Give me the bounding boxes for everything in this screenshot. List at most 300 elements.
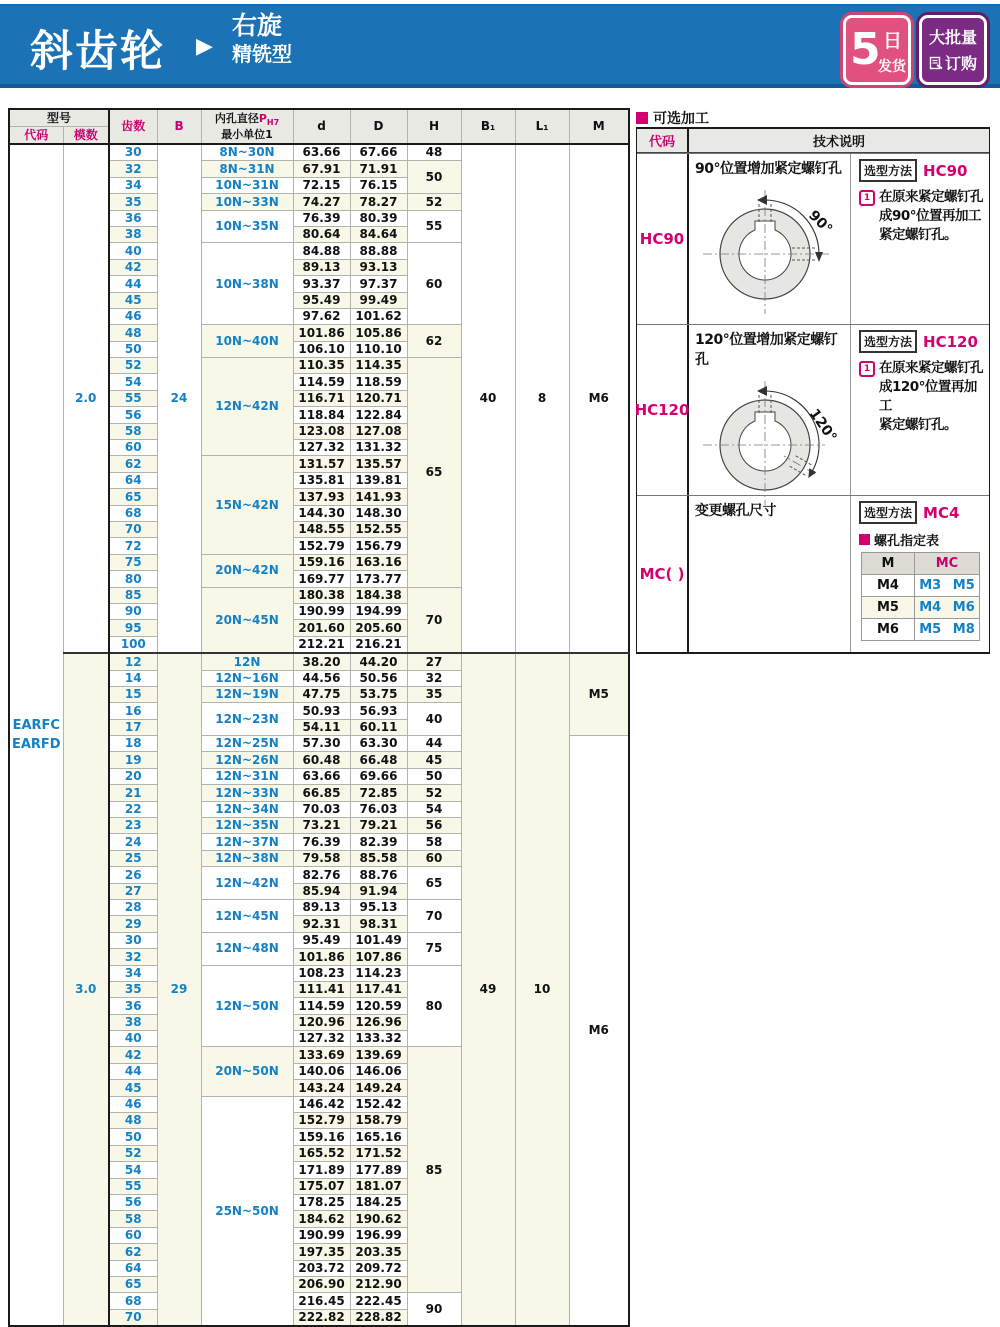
teeth-cell: 38 — [109, 226, 157, 242]
hc120-note-area — [851, 325, 989, 495]
m-cell: M6 — [569, 144, 629, 653]
hc90-angle-label: 90° — [805, 207, 836, 238]
bore-range-cell: 20N~45N — [201, 587, 293, 653]
D-cell: 91.94 — [350, 883, 407, 899]
bore-range-cell: 12N — [201, 653, 293, 670]
D-cell: 56.93 — [350, 703, 407, 719]
D-cell: 97.37 — [350, 276, 407, 292]
d-cell: 57.30 — [293, 736, 350, 752]
method-label-box: 选型方法 — [859, 159, 917, 182]
d-cell: 66.85 — [293, 785, 350, 801]
teeth-cell: 19 — [109, 752, 157, 768]
h-cell: 80 — [407, 965, 461, 1047]
teeth-cell: 35 — [109, 194, 157, 210]
d-cell: 120.96 — [293, 1014, 350, 1030]
teeth-cell: 46 — [109, 308, 157, 324]
teeth-cell: 55 — [109, 1178, 157, 1194]
d-cell: 50.93 — [293, 703, 350, 719]
hc90-note-area — [851, 154, 989, 324]
mc-title-area — [689, 496, 851, 652]
bulk-label: 大批量 — [928, 28, 977, 47]
d-cell: 123.08 — [293, 423, 350, 439]
bore-range-cell: 8N~30N — [201, 144, 293, 161]
d-cell: 137.93 — [293, 489, 350, 505]
D-cell: 216.21 — [350, 636, 407, 653]
D-cell: 80.39 — [350, 210, 407, 226]
D-cell: 158.79 — [350, 1113, 407, 1129]
h-cell: 27 — [407, 653, 461, 670]
hc120-note: 1 在原来紧定螺钉孔 成120°位置再加工 紧定螺钉孔。 — [859, 359, 985, 435]
teeth-cell: 90 — [109, 603, 157, 619]
order-doc-icon — [929, 56, 943, 70]
code-hc90: HC90 — [637, 154, 689, 324]
d-cell: 206.90 — [293, 1276, 350, 1292]
D-cell: 66.48 — [350, 752, 407, 768]
d-cell: 101.86 — [293, 325, 350, 341]
d-cell: 80.64 — [293, 226, 350, 242]
d-cell: 47.75 — [293, 686, 350, 702]
teeth-cell: 54 — [109, 374, 157, 390]
teeth-cell: 65 — [109, 489, 157, 505]
D-cell: 127.08 — [350, 423, 407, 439]
D-cell: 122.84 — [350, 407, 407, 423]
d-cell: 197.35 — [293, 1244, 350, 1260]
mc-detail-area — [851, 496, 989, 652]
D-cell: 135.57 — [350, 456, 407, 472]
header-code: 代码 — [9, 127, 63, 145]
teeth-cell: 40 — [109, 243, 157, 259]
d-cell: 212.21 — [293, 636, 350, 653]
bulk-order-badge — [919, 15, 987, 85]
table-row — [9, 653, 629, 670]
d-cell: 118.84 — [293, 407, 350, 423]
teeth-cell: 75 — [109, 554, 157, 570]
D-cell: 69.66 — [350, 768, 407, 784]
teeth-cell: 28 — [109, 899, 157, 915]
bore-range-cell: 12N~33N — [201, 785, 293, 801]
days-label: 发货 — [878, 59, 906, 75]
D-cell: 156.79 — [350, 538, 407, 554]
d-cell: 106.10 — [293, 341, 350, 357]
h-cell: 62 — [407, 325, 461, 358]
D-cell: 44.20 — [350, 653, 407, 670]
D-cell: 53.75 — [350, 686, 407, 702]
teeth-cell: 44 — [109, 276, 157, 292]
bore-range-cell: 12N~16N — [201, 670, 293, 686]
page-header-band — [0, 4, 1000, 88]
h-cell: 35 — [407, 686, 461, 702]
d-cell: 95.49 — [293, 292, 350, 308]
D-cell: 76.15 — [350, 177, 407, 193]
d-cell: 76.39 — [293, 834, 350, 850]
mc-method — [859, 501, 985, 524]
h-cell: 75 — [407, 932, 461, 965]
h-cell: 40 — [407, 703, 461, 736]
optional-machining-panel — [636, 108, 990, 654]
D-cell: 152.42 — [350, 1096, 407, 1112]
method-label-box: 选型方法 — [859, 501, 917, 524]
h-cell: 52 — [407, 194, 461, 210]
header-code-col: 代码 — [637, 129, 689, 152]
teeth-cell: 60 — [109, 440, 157, 456]
d-cell: 143.24 — [293, 1080, 350, 1096]
header-bore: 内孔直径$P_{H7}$ 最小单位1 — [201, 109, 293, 144]
d-cell: 190.99 — [293, 1227, 350, 1243]
header-m: M — [569, 109, 629, 144]
teeth-cell: 21 — [109, 785, 157, 801]
hc120-angle-label: 120° — [805, 406, 840, 445]
header-module: 模数 — [63, 127, 109, 145]
l1-cell: 10 — [515, 653, 569, 1326]
d-cell: 152.79 — [293, 538, 350, 554]
h-cell: 90 — [407, 1293, 461, 1326]
teeth-cell: 60 — [109, 1227, 157, 1243]
h-cell: 85 — [407, 1047, 461, 1293]
table-row: M6 M5 M8 — [862, 619, 980, 641]
D-cell: 149.24 — [350, 1080, 407, 1096]
table-row — [9, 144, 629, 161]
teeth-cell: 70 — [109, 1309, 157, 1326]
teeth-cell: 42 — [109, 259, 157, 275]
h-cell: 56 — [407, 818, 461, 834]
teeth-cell: 62 — [109, 456, 157, 472]
header-model: 型号 — [9, 109, 109, 127]
teeth-cell: 32 — [109, 161, 157, 177]
D-cell: 181.07 — [350, 1178, 407, 1194]
teeth-cell: 80 — [109, 571, 157, 587]
bore-range-cell: 12N~50N — [201, 965, 293, 1047]
note-number-icon: 1 — [859, 190, 875, 206]
page-subtitle — [232, 12, 292, 66]
D-cell: 173.77 — [350, 571, 407, 587]
D-cell: 98.31 — [350, 916, 407, 932]
D-cell: 110.10 — [350, 341, 407, 357]
optional-row-hc90 — [637, 153, 989, 324]
teeth-cell: 34 — [109, 177, 157, 193]
h-cell: 55 — [407, 210, 461, 243]
module-cell: 3.0 — [63, 653, 109, 1326]
teeth-cell: 85 — [109, 587, 157, 603]
teeth-cell: 48 — [109, 325, 157, 341]
h-cell: 58 — [407, 834, 461, 850]
h-cell: 70 — [407, 899, 461, 932]
m-cell: M6 — [569, 736, 629, 1327]
D-cell: 88.76 — [350, 867, 407, 883]
D-cell: 105.86 — [350, 325, 407, 341]
method-code: HC120 — [923, 332, 978, 351]
d-cell: 70.03 — [293, 801, 350, 817]
d-cell: 180.38 — [293, 587, 350, 603]
teeth-cell: 18 — [109, 736, 157, 752]
d-cell: 60.48 — [293, 752, 350, 768]
D-cell: 131.32 — [350, 440, 407, 456]
hc90-method — [859, 159, 985, 182]
d-cell: 140.06 — [293, 1063, 350, 1079]
D-cell: 139.69 — [350, 1047, 407, 1063]
D-cell: 93.13 — [350, 259, 407, 275]
d-cell: 95.49 — [293, 932, 350, 948]
teeth-cell: 17 — [109, 719, 157, 735]
hc90-diagram — [695, 180, 849, 316]
d-cell: 169.77 — [293, 571, 350, 587]
d-cell: 159.16 — [293, 554, 350, 570]
D-cell: 76.03 — [350, 801, 407, 817]
D-cell: 194.99 — [350, 603, 407, 619]
d-cell: 152.79 — [293, 1113, 350, 1129]
bore-range-cell: 12N~23N — [201, 703, 293, 736]
teeth-cell: 34 — [109, 965, 157, 981]
d-cell: 74.27 — [293, 194, 350, 210]
magenta-square-icon — [636, 112, 648, 124]
d-cell: 222.82 — [293, 1309, 350, 1326]
d-cell: 54.11 — [293, 719, 350, 735]
d-cell: 184.62 — [293, 1211, 350, 1227]
table-header-row-1 — [9, 109, 629, 127]
bore-range-cell: 10N~33N — [201, 194, 293, 210]
order-label: 订购 — [944, 54, 977, 73]
bore-range-cell: 12N~42N — [201, 358, 293, 456]
teeth-cell: 64 — [109, 472, 157, 488]
teeth-cell: 36 — [109, 210, 157, 226]
D-cell: 120.71 — [350, 390, 407, 406]
hc90-title: 90°位置增加紧定螺钉孔 — [695, 161, 842, 177]
teeth-cell: 30 — [109, 932, 157, 948]
m-cell: M5 — [569, 653, 629, 735]
bore-range-cell: 12N~48N — [201, 932, 293, 965]
hc120-title: 120°位置增加紧定螺钉孔 — [695, 332, 838, 368]
D-cell: 171.52 — [350, 1145, 407, 1161]
hc120-diagram-area — [689, 325, 851, 495]
h-cell: 44 — [407, 736, 461, 752]
bore-range-cell: 10N~40N — [201, 325, 293, 358]
table-row: M4 M3 M5 — [862, 575, 980, 597]
b-cell: 24 — [157, 144, 201, 653]
d-cell: 148.55 — [293, 521, 350, 537]
teeth-cell: 38 — [109, 1014, 157, 1030]
bore-range-cell: 10N~35N — [201, 210, 293, 243]
bore-range-cell: 12N~34N — [201, 801, 293, 817]
teeth-cell: 72 — [109, 538, 157, 554]
d-cell: 89.13 — [293, 899, 350, 915]
d-cell: 114.59 — [293, 998, 350, 1014]
teeth-cell: 27 — [109, 883, 157, 899]
D-cell: 101.62 — [350, 308, 407, 324]
bore-range-cell: 25N~50N — [201, 1096, 293, 1326]
D-cell: 114.23 — [350, 965, 407, 981]
header-b: B — [157, 109, 201, 144]
teeth-cell: 55 — [109, 390, 157, 406]
teeth-cell: 50 — [109, 341, 157, 357]
D-cell: 107.86 — [350, 949, 407, 965]
D-cell: 120.59 — [350, 998, 407, 1014]
d-cell: 44.56 — [293, 670, 350, 686]
teeth-cell: 32 — [109, 949, 157, 965]
D-cell: 99.49 — [350, 292, 407, 308]
page-title: 斜齿轮 — [30, 27, 165, 77]
D-cell: 212.90 — [350, 1276, 407, 1292]
teeth-cell: 26 — [109, 867, 157, 883]
D-cell: 141.93 — [350, 489, 407, 505]
bore-range-cell: 10N~31N — [201, 177, 293, 193]
d-cell: 131.57 — [293, 456, 350, 472]
optional-row-mc — [637, 495, 989, 652]
days-number: 5 — [850, 24, 881, 75]
method-code: MC4 — [923, 503, 960, 522]
teeth-cell: 45 — [109, 292, 157, 308]
teeth-cell: 95 — [109, 620, 157, 636]
teeth-cell: 30 — [109, 144, 157, 161]
b-cell: 29 — [157, 653, 201, 1326]
d-cell: 76.39 — [293, 210, 350, 226]
d-cell: 216.45 — [293, 1293, 350, 1309]
thread-table-title: 螺孔指定表 — [859, 530, 985, 549]
model-code-cell: EARFC EARFD — [9, 144, 63, 1326]
code-mc: MC( ) — [637, 496, 689, 652]
d-cell: 171.89 — [293, 1162, 350, 1178]
teeth-cell: 40 — [109, 1031, 157, 1047]
hc90-diagram-area — [689, 154, 851, 324]
b1-cell: 40 — [461, 144, 515, 653]
D-cell: 126.96 — [350, 1014, 407, 1030]
table-row: M5 M4 M6 — [862, 597, 980, 619]
method-code: HC90 — [923, 161, 968, 180]
D-cell: 205.60 — [350, 620, 407, 636]
D-cell: 71.91 — [350, 161, 407, 177]
bore-range-cell: 12N~31N — [201, 768, 293, 784]
magenta-square-icon — [859, 534, 870, 545]
optional-row-hc120 — [634, 324, 989, 495]
d-cell: 63.66 — [293, 768, 350, 784]
teeth-cell: 52 — [109, 1145, 157, 1161]
teeth-cell: 23 — [109, 818, 157, 834]
d-cell: 82.76 — [293, 867, 350, 883]
D-cell: 78.27 — [350, 194, 407, 210]
d-cell: 159.16 — [293, 1129, 350, 1145]
d-cell: 85.94 — [293, 883, 350, 899]
d-cell: 92.31 — [293, 916, 350, 932]
teeth-cell: 12 — [109, 653, 157, 670]
d-cell: 135.81 — [293, 472, 350, 488]
D-cell: 82.39 — [350, 834, 407, 850]
d-cell: 116.71 — [293, 390, 350, 406]
teeth-cell: 44 — [109, 1063, 157, 1079]
D-cell: 165.16 — [350, 1129, 407, 1145]
h-cell: 45 — [407, 752, 461, 768]
h-cell: 32 — [407, 670, 461, 686]
D-cell: 60.11 — [350, 719, 407, 735]
d-cell: 165.52 — [293, 1145, 350, 1161]
D-cell: 139.81 — [350, 472, 407, 488]
teeth-cell: 58 — [109, 423, 157, 439]
d-cell: 84.88 — [293, 243, 350, 259]
mini-header-m: M — [862, 553, 915, 575]
teeth-cell: 100 — [109, 636, 157, 653]
D-cell: 177.89 — [350, 1162, 407, 1178]
D-cell: 133.32 — [350, 1031, 407, 1047]
hc120-method — [859, 330, 985, 353]
D-cell: 184.38 — [350, 587, 407, 603]
bore-range-cell: 12N~45N — [201, 899, 293, 932]
hc90-note: 1 在原来紧定螺钉孔 成90°位置再加工 紧定螺钉孔。 — [859, 188, 985, 245]
D-cell: 95.13 — [350, 899, 407, 915]
teeth-cell: 14 — [109, 670, 157, 686]
bore-range-cell: 12N~38N — [201, 850, 293, 866]
d-cell: 79.58 — [293, 850, 350, 866]
D-cell: 228.82 — [350, 1309, 407, 1326]
D-cell: 50.56 — [350, 670, 407, 686]
subtitle-type: 精铣型 — [232, 41, 292, 66]
b1-cell: 49 — [461, 653, 515, 1326]
d-cell: 67.91 — [293, 161, 350, 177]
gear-spec-table — [8, 108, 630, 1327]
note-number-icon: 1 — [859, 361, 875, 377]
teeth-cell: 64 — [109, 1260, 157, 1276]
arrow-right-icon: ▶ — [196, 34, 213, 59]
gear-spec-table-wrap — [8, 108, 630, 1327]
teeth-cell: 50 — [109, 1129, 157, 1145]
D-cell: 209.72 — [350, 1260, 407, 1276]
bore-range-cell: 12N~35N — [201, 818, 293, 834]
D-cell: 79.21 — [350, 818, 407, 834]
optional-machining-table — [636, 127, 990, 654]
d-cell: 38.20 — [293, 653, 350, 670]
D-cell: 88.88 — [350, 243, 407, 259]
d-cell: 127.32 — [293, 440, 350, 456]
bore-range-cell: 12N~19N — [201, 686, 293, 702]
mc-title: 变更螺孔尺寸 — [695, 503, 776, 519]
bore-range-cell: 20N~50N — [201, 1047, 293, 1096]
header-teeth: 齿数 — [109, 109, 157, 144]
h-cell: 50 — [407, 768, 461, 784]
bore-range-cell: 10N~38N — [201, 243, 293, 325]
D-cell: 118.59 — [350, 374, 407, 390]
h-cell: 65 — [407, 358, 461, 587]
teeth-cell: 48 — [109, 1113, 157, 1129]
bore-range-cell: 12N~37N — [201, 834, 293, 850]
code-hc120: HC120 — [637, 325, 689, 495]
h-cell: 50 — [407, 161, 461, 194]
D-cell: 85.58 — [350, 850, 407, 866]
D-cell: 63.30 — [350, 736, 407, 752]
teeth-cell: 58 — [109, 1211, 157, 1227]
bore-range-cell: 12N~26N — [201, 752, 293, 768]
h-cell: 54 — [407, 801, 461, 817]
D-cell: 101.49 — [350, 932, 407, 948]
teeth-cell: 56 — [109, 1195, 157, 1211]
d-cell: 108.23 — [293, 965, 350, 981]
d-cell: 93.37 — [293, 276, 350, 292]
D-cell: 222.45 — [350, 1293, 407, 1309]
teeth-cell: 68 — [109, 505, 157, 521]
d-cell: 89.13 — [293, 259, 350, 275]
teeth-cell: 56 — [109, 407, 157, 423]
teeth-cell: 36 — [109, 998, 157, 1014]
teeth-cell: 25 — [109, 850, 157, 866]
teeth-cell: 29 — [109, 916, 157, 932]
D-cell: 203.35 — [350, 1244, 407, 1260]
h-cell: 48 — [407, 144, 461, 161]
d-cell: 178.25 — [293, 1195, 350, 1211]
five-day-shipping-badge — [843, 15, 911, 85]
d-cell: 110.35 — [293, 358, 350, 374]
teeth-cell: 35 — [109, 981, 157, 997]
D-cell: 146.06 — [350, 1063, 407, 1079]
h-cell: 52 — [407, 785, 461, 801]
D-cell: 148.30 — [350, 505, 407, 521]
teeth-cell: 42 — [109, 1047, 157, 1063]
d-cell: 114.59 — [293, 374, 350, 390]
subtitle-hand: 右旋 — [232, 11, 283, 40]
